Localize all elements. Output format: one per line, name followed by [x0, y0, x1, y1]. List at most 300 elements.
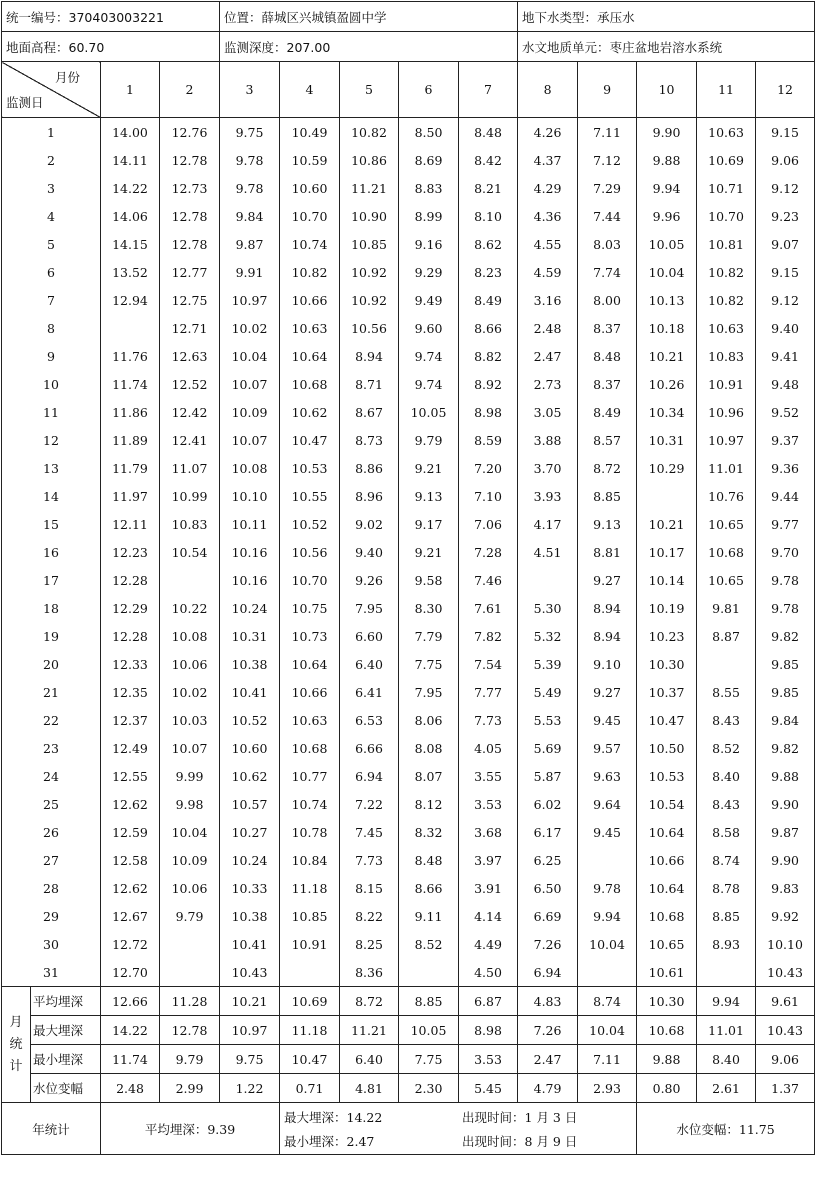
- day-row: [2, 202, 815, 230]
- depth-cell: 7.29: [578, 174, 637, 202]
- day-row: [2, 314, 815, 342]
- location-value: 薛城区兴城镇盈圆中学: [261, 9, 387, 25]
- depth-cell: 3.68: [459, 818, 518, 846]
- depth-cell: 10.86: [340, 146, 399, 174]
- day-label: 13: [2, 454, 101, 482]
- depth-cell: 4.37: [518, 146, 578, 174]
- depth-cell: 8.55: [697, 678, 756, 706]
- depth-cell: 10.54: [160, 538, 220, 566]
- depth-cell: 12.41: [160, 426, 220, 454]
- stat-cell: 1.22: [220, 1074, 280, 1103]
- depth-cell: 6.94: [518, 958, 578, 987]
- depth-cell: [697, 958, 756, 987]
- depth-cell: 10.05: [399, 398, 459, 426]
- stat-cell: 9.79: [160, 1045, 220, 1074]
- depth-cell: 8.92: [459, 370, 518, 398]
- depth-cell: 9.36: [756, 454, 815, 482]
- depth-cell: 12.67: [101, 902, 160, 930]
- stat-cell: 7.75: [399, 1045, 459, 1074]
- day-row: [2, 146, 815, 174]
- depth-cell: 3.91: [459, 874, 518, 902]
- day-row: [2, 482, 815, 510]
- depth-cell: 9.78: [220, 146, 280, 174]
- depth-cell: [160, 930, 220, 958]
- depth-cell: 10.66: [280, 286, 340, 314]
- depth-cell: 9.17: [399, 510, 459, 538]
- depth-cell: 9.27: [578, 566, 637, 594]
- depth-cell: 9.58: [399, 566, 459, 594]
- month-stat-row: [2, 1045, 815, 1074]
- monitor-depth-value: 207.00: [286, 39, 331, 55]
- stat-cell: 0.71: [280, 1074, 340, 1103]
- depth-cell: 10.68: [280, 734, 340, 762]
- stat-cell: 2.30: [399, 1074, 459, 1103]
- stat-cell: 8.72: [340, 987, 399, 1016]
- depth-cell: 8.52: [697, 734, 756, 762]
- depth-cell: 9.70: [756, 538, 815, 566]
- depth-cell: 10.52: [220, 706, 280, 734]
- stat-cell: 12.78: [160, 1016, 220, 1045]
- depth-cell: 12.33: [101, 650, 160, 678]
- depth-cell: 13.52: [101, 258, 160, 286]
- depth-cell: 9.57: [578, 734, 637, 762]
- depth-cell: 5.69: [518, 734, 578, 762]
- depth-cell: 7.73: [340, 846, 399, 874]
- depth-cell: 9.40: [340, 538, 399, 566]
- depth-cell: 8.03: [578, 230, 637, 258]
- depth-cell: 6.66: [340, 734, 399, 762]
- depth-cell: 8.23: [459, 258, 518, 286]
- depth-cell: 10.68: [280, 370, 340, 398]
- depth-cell: 12.59: [101, 818, 160, 846]
- depth-cell: 10.43: [220, 958, 280, 987]
- depth-cell: 8.25: [340, 930, 399, 958]
- day-row: [2, 874, 815, 902]
- group-label-char: 计: [9, 1058, 23, 1074]
- depth-cell: 10.41: [220, 930, 280, 958]
- depth-cell: 5.39: [518, 650, 578, 678]
- depth-cell: 8.32: [399, 818, 459, 846]
- depth-cell: 8.83: [399, 174, 459, 202]
- depth-cell: 9.12: [756, 174, 815, 202]
- depth-cell: 10.21: [637, 342, 697, 370]
- depth-cell: 9.15: [756, 258, 815, 286]
- day-label: 29: [2, 902, 101, 930]
- depth-cell: 7.22: [340, 790, 399, 818]
- depth-cell: 10.56: [280, 538, 340, 566]
- month-header: 8: [518, 62, 578, 118]
- month-stat-row: [2, 1016, 815, 1045]
- depth-cell: 6.50: [518, 874, 578, 902]
- depth-cell: 8.85: [578, 482, 637, 510]
- depth-cell: 10.09: [220, 398, 280, 426]
- depth-cell: 12.77: [160, 258, 220, 286]
- depth-cell: 11.97: [101, 482, 160, 510]
- depth-cell: 9.99: [160, 762, 220, 790]
- day-label: 3: [2, 174, 101, 202]
- depth-cell: 10.26: [637, 370, 697, 398]
- day-row: [2, 286, 815, 314]
- depth-cell: 8.49: [578, 398, 637, 426]
- depth-cell: 9.81: [697, 594, 756, 622]
- depth-cell: 10.09: [160, 846, 220, 874]
- depth-cell: 3.93: [518, 482, 578, 510]
- depth-cell: 10.47: [280, 426, 340, 454]
- depth-cell: 9.27: [578, 678, 637, 706]
- stat-cell: 8.74: [578, 987, 637, 1016]
- depth-cell: 12.28: [101, 622, 160, 650]
- depth-cell: 10.22: [160, 594, 220, 622]
- depth-cell: 9.02: [340, 510, 399, 538]
- depth-cell: 8.58: [697, 818, 756, 846]
- depth-cell: 9.74: [399, 370, 459, 398]
- depth-cell: [101, 314, 160, 342]
- depth-cell: 5.49: [518, 678, 578, 706]
- depth-cell: 8.66: [399, 874, 459, 902]
- stat-cell: 4.81: [340, 1074, 399, 1103]
- month-header: 7: [459, 62, 518, 118]
- depth-cell: 2.47: [518, 342, 578, 370]
- day-label: 17: [2, 566, 101, 594]
- depth-cell: 10.76: [697, 482, 756, 510]
- stat-cell: 10.21: [220, 987, 280, 1016]
- depth-cell: 12.78: [160, 230, 220, 258]
- stat-cell: 8.98: [459, 1016, 518, 1045]
- depth-cell: 6.53: [340, 706, 399, 734]
- depth-cell: 10.08: [160, 622, 220, 650]
- location-cell: [220, 2, 518, 32]
- day-row: [2, 454, 815, 482]
- day-row: [2, 706, 815, 734]
- depth-cell: 12.23: [101, 538, 160, 566]
- depth-cell: 6.17: [518, 818, 578, 846]
- depth-cell: 3.53: [459, 790, 518, 818]
- depth-cell: 9.78: [220, 174, 280, 202]
- depth-cell: 9.94: [637, 174, 697, 202]
- depth-cell: 8.52: [399, 930, 459, 958]
- depth-cell: 10.81: [697, 230, 756, 258]
- group-label-char: 月: [9, 1014, 23, 1030]
- depth-cell: 10.65: [697, 510, 756, 538]
- day-row: [2, 762, 815, 790]
- stat-cell: 2.93: [578, 1074, 637, 1103]
- depth-cell: 10.07: [220, 370, 280, 398]
- depth-cell: 10.63: [697, 118, 756, 147]
- depth-cell: 10.91: [697, 370, 756, 398]
- depth-cell: 10.64: [637, 874, 697, 902]
- depth-cell: 10.06: [160, 650, 220, 678]
- depth-cell: 5.53: [518, 706, 578, 734]
- depth-cell: 8.10: [459, 202, 518, 230]
- depth-cell: 12.55: [101, 762, 160, 790]
- depth-cell: 6.69: [518, 902, 578, 930]
- depth-cell: 8.30: [399, 594, 459, 622]
- depth-cell: [578, 958, 637, 987]
- year-stats-label: 年统计: [2, 1103, 101, 1155]
- depth-cell: 10.70: [697, 202, 756, 230]
- depth-cell: 10.10: [756, 930, 815, 958]
- stat-cell: 4.83: [518, 987, 578, 1016]
- depth-cell: 8.81: [578, 538, 637, 566]
- day-row: [2, 818, 815, 846]
- groundwater-monitoring-table: [1, 1, 815, 1155]
- depth-cell: 10.59: [280, 146, 340, 174]
- depth-cell: 10.47: [637, 706, 697, 734]
- month-header-row: [2, 62, 815, 118]
- depth-cell: 10.19: [637, 594, 697, 622]
- depth-cell: 9.45: [578, 818, 637, 846]
- depth-cell: 3.70: [518, 454, 578, 482]
- depth-cell: 8.43: [697, 790, 756, 818]
- depth-cell: 10.64: [637, 818, 697, 846]
- depth-cell: 7.20: [459, 454, 518, 482]
- hydro-unit-cell: [518, 32, 815, 62]
- depth-cell: 10.27: [220, 818, 280, 846]
- stat-cell: 10.30: [637, 987, 697, 1016]
- depth-cell: 9.45: [578, 706, 637, 734]
- day-label: 28: [2, 874, 101, 902]
- depth-cell: 8.67: [340, 398, 399, 426]
- depth-cell: 12.52: [160, 370, 220, 398]
- stat-cell: 1.37: [756, 1074, 815, 1103]
- depth-cell: 9.23: [756, 202, 815, 230]
- depth-cell: 9.13: [399, 482, 459, 510]
- depth-cell: 10.66: [280, 678, 340, 706]
- depth-cell: 6.40: [340, 650, 399, 678]
- depth-cell: 9.41: [756, 342, 815, 370]
- depth-cell: 8.94: [340, 342, 399, 370]
- depth-cell: 9.90: [637, 118, 697, 147]
- depth-cell: 8.69: [399, 146, 459, 174]
- day-label: 24: [2, 762, 101, 790]
- day-row: [2, 734, 815, 762]
- depth-cell: 10.83: [160, 510, 220, 538]
- water-type-cell: [518, 2, 815, 32]
- depth-cell: 10.92: [340, 258, 399, 286]
- header-row-1: [2, 2, 815, 32]
- depth-cell: 7.75: [399, 650, 459, 678]
- depth-cell: 10.84: [280, 846, 340, 874]
- depth-cell: 9.88: [756, 762, 815, 790]
- depth-cell: 7.12: [578, 146, 637, 174]
- depth-cell: 10.90: [340, 202, 399, 230]
- depth-cell: 7.73: [459, 706, 518, 734]
- depth-cell: 7.46: [459, 566, 518, 594]
- stat-cell: 9.88: [637, 1045, 697, 1074]
- stat-cell: 10.47: [280, 1045, 340, 1074]
- depth-cell: 10.38: [220, 902, 280, 930]
- stat-label: 平均埋深: [31, 987, 101, 1016]
- depth-cell: 7.79: [399, 622, 459, 650]
- depth-cell: 9.77: [756, 510, 815, 538]
- depth-cell: 5.32: [518, 622, 578, 650]
- stat-cell: 10.43: [756, 1016, 815, 1045]
- depth-cell: 9.07: [756, 230, 815, 258]
- depth-cell: 9.74: [399, 342, 459, 370]
- stat-cell: 2.99: [160, 1074, 220, 1103]
- depth-cell: 10.75: [280, 594, 340, 622]
- depth-cell: 10.04: [637, 258, 697, 286]
- day-label: 14: [2, 482, 101, 510]
- depth-cell: 8.59: [459, 426, 518, 454]
- depth-cell: 10.23: [637, 622, 697, 650]
- depth-cell: 4.51: [518, 538, 578, 566]
- depth-cell: 7.45: [340, 818, 399, 846]
- depth-cell: 8.12: [399, 790, 459, 818]
- depth-cell: 10.63: [280, 314, 340, 342]
- depth-cell: [637, 482, 697, 510]
- stat-cell: 14.22: [101, 1016, 160, 1045]
- day-row: [2, 118, 815, 147]
- depth-cell: 10.24: [220, 846, 280, 874]
- depth-cell: [280, 958, 340, 987]
- depth-cell: [697, 650, 756, 678]
- day-row: [2, 370, 815, 398]
- depth-cell: 7.54: [459, 650, 518, 678]
- depth-cell: 8.36: [340, 958, 399, 987]
- depth-cell: 9.52: [756, 398, 815, 426]
- depth-cell: [160, 566, 220, 594]
- stat-cell: 2.48: [101, 1074, 160, 1103]
- depth-cell: 10.92: [340, 286, 399, 314]
- depth-cell: 10.61: [637, 958, 697, 987]
- depth-cell: 3.05: [518, 398, 578, 426]
- depth-cell: 7.44: [578, 202, 637, 230]
- depth-cell: 10.65: [637, 930, 697, 958]
- month-header: 11: [697, 62, 756, 118]
- depth-cell: 12.58: [101, 846, 160, 874]
- depth-cell: 12.63: [160, 342, 220, 370]
- stat-cell: 10.97: [220, 1016, 280, 1045]
- depth-cell: 9.75: [220, 118, 280, 147]
- day-axis-label: 监测日: [6, 95, 44, 110]
- depth-cell: 5.87: [518, 762, 578, 790]
- station-id-value: 370403003221: [68, 9, 164, 25]
- stat-cell: 2.61: [697, 1074, 756, 1103]
- day-label: 10: [2, 370, 101, 398]
- day-row: [2, 258, 815, 286]
- depth-cell: 10.16: [220, 538, 280, 566]
- day-label: 21: [2, 678, 101, 706]
- depth-cell: 6.41: [340, 678, 399, 706]
- depth-cell: 10.21: [637, 510, 697, 538]
- depth-cell: 9.94: [578, 902, 637, 930]
- depth-cell: 6.02: [518, 790, 578, 818]
- depth-cell: 12.78: [160, 146, 220, 174]
- depth-cell: 14.22: [101, 174, 160, 202]
- water-type-label: 地下水类型：: [522, 9, 598, 25]
- month-stats-group-label: [2, 987, 31, 1103]
- depth-cell: [578, 846, 637, 874]
- depth-cell: 10.63: [280, 706, 340, 734]
- elevation-cell: [2, 32, 220, 62]
- station-id-label: 统一编号：: [6, 9, 69, 25]
- depth-cell: 11.76: [101, 342, 160, 370]
- year-range: 水位变幅：11.75: [637, 1103, 815, 1155]
- depth-cell: 9.90: [756, 790, 815, 818]
- depth-cell: 10.49: [280, 118, 340, 147]
- month-header: 2: [160, 62, 220, 118]
- stat-cell: 8.85: [399, 987, 459, 1016]
- stat-cell: 9.61: [756, 987, 815, 1016]
- stat-cell: 10.69: [280, 987, 340, 1016]
- depth-cell: 8.40: [697, 762, 756, 790]
- elevation-label: 地面高程：: [6, 39, 69, 55]
- day-row: [2, 342, 815, 370]
- depth-cell: 10.53: [280, 454, 340, 482]
- day-label: 20: [2, 650, 101, 678]
- day-row: [2, 426, 815, 454]
- depth-cell: 9.96: [637, 202, 697, 230]
- depth-cell: 8.94: [578, 594, 637, 622]
- depth-cell: 8.15: [340, 874, 399, 902]
- depth-cell: 2.73: [518, 370, 578, 398]
- day-row: [2, 538, 815, 566]
- day-row: [2, 958, 815, 987]
- depth-cell: 9.10: [578, 650, 637, 678]
- depth-cell: 10.82: [280, 258, 340, 286]
- depth-cell: 14.15: [101, 230, 160, 258]
- stat-cell: 3.53: [459, 1045, 518, 1074]
- stat-cell: 9.75: [220, 1045, 280, 1074]
- depth-cell: 9.44: [756, 482, 815, 510]
- depth-cell: [518, 566, 578, 594]
- depth-cell: 11.89: [101, 426, 160, 454]
- depth-cell: 10.60: [280, 174, 340, 202]
- day-row: [2, 790, 815, 818]
- depth-cell: 8.66: [459, 314, 518, 342]
- header-row-2: [2, 32, 815, 62]
- depth-cell: 8.00: [578, 286, 637, 314]
- day-row: [2, 650, 815, 678]
- depth-cell: 12.75: [160, 286, 220, 314]
- depth-cell: 8.50: [399, 118, 459, 147]
- depth-cell: [160, 958, 220, 987]
- depth-cell: 7.74: [578, 258, 637, 286]
- depth-cell: 10.70: [280, 566, 340, 594]
- depth-cell: 12.62: [101, 874, 160, 902]
- depth-cell: 8.06: [399, 706, 459, 734]
- depth-cell: 10.52: [280, 510, 340, 538]
- depth-cell: 8.82: [459, 342, 518, 370]
- stat-label: 最小埋深: [31, 1045, 101, 1074]
- depth-cell: 10.11: [220, 510, 280, 538]
- depth-cell: 10.18: [637, 314, 697, 342]
- depth-cell: 10.29: [637, 454, 697, 482]
- depth-cell: 9.12: [756, 286, 815, 314]
- stat-cell: 10.04: [578, 1016, 637, 1045]
- depth-cell: 12.72: [101, 930, 160, 958]
- depth-cell: 9.21: [399, 454, 459, 482]
- stat-cell: 9.94: [697, 987, 756, 1016]
- depth-cell: 10.54: [637, 790, 697, 818]
- depth-cell: 8.22: [340, 902, 399, 930]
- day-label: 12: [2, 426, 101, 454]
- depth-cell: 10.41: [220, 678, 280, 706]
- day-row: [2, 398, 815, 426]
- depth-cell: [399, 958, 459, 987]
- depth-cell: 10.55: [280, 482, 340, 510]
- depth-cell: 7.11: [578, 118, 637, 147]
- depth-cell: 6.60: [340, 622, 399, 650]
- depth-cell: 10.10: [220, 482, 280, 510]
- month-header: 6: [399, 62, 459, 118]
- depth-cell: 3.55: [459, 762, 518, 790]
- depth-cell: 10.43: [756, 958, 815, 987]
- day-row: [2, 566, 815, 594]
- stat-label: 最大埋深: [31, 1016, 101, 1045]
- depth-cell: 9.40: [756, 314, 815, 342]
